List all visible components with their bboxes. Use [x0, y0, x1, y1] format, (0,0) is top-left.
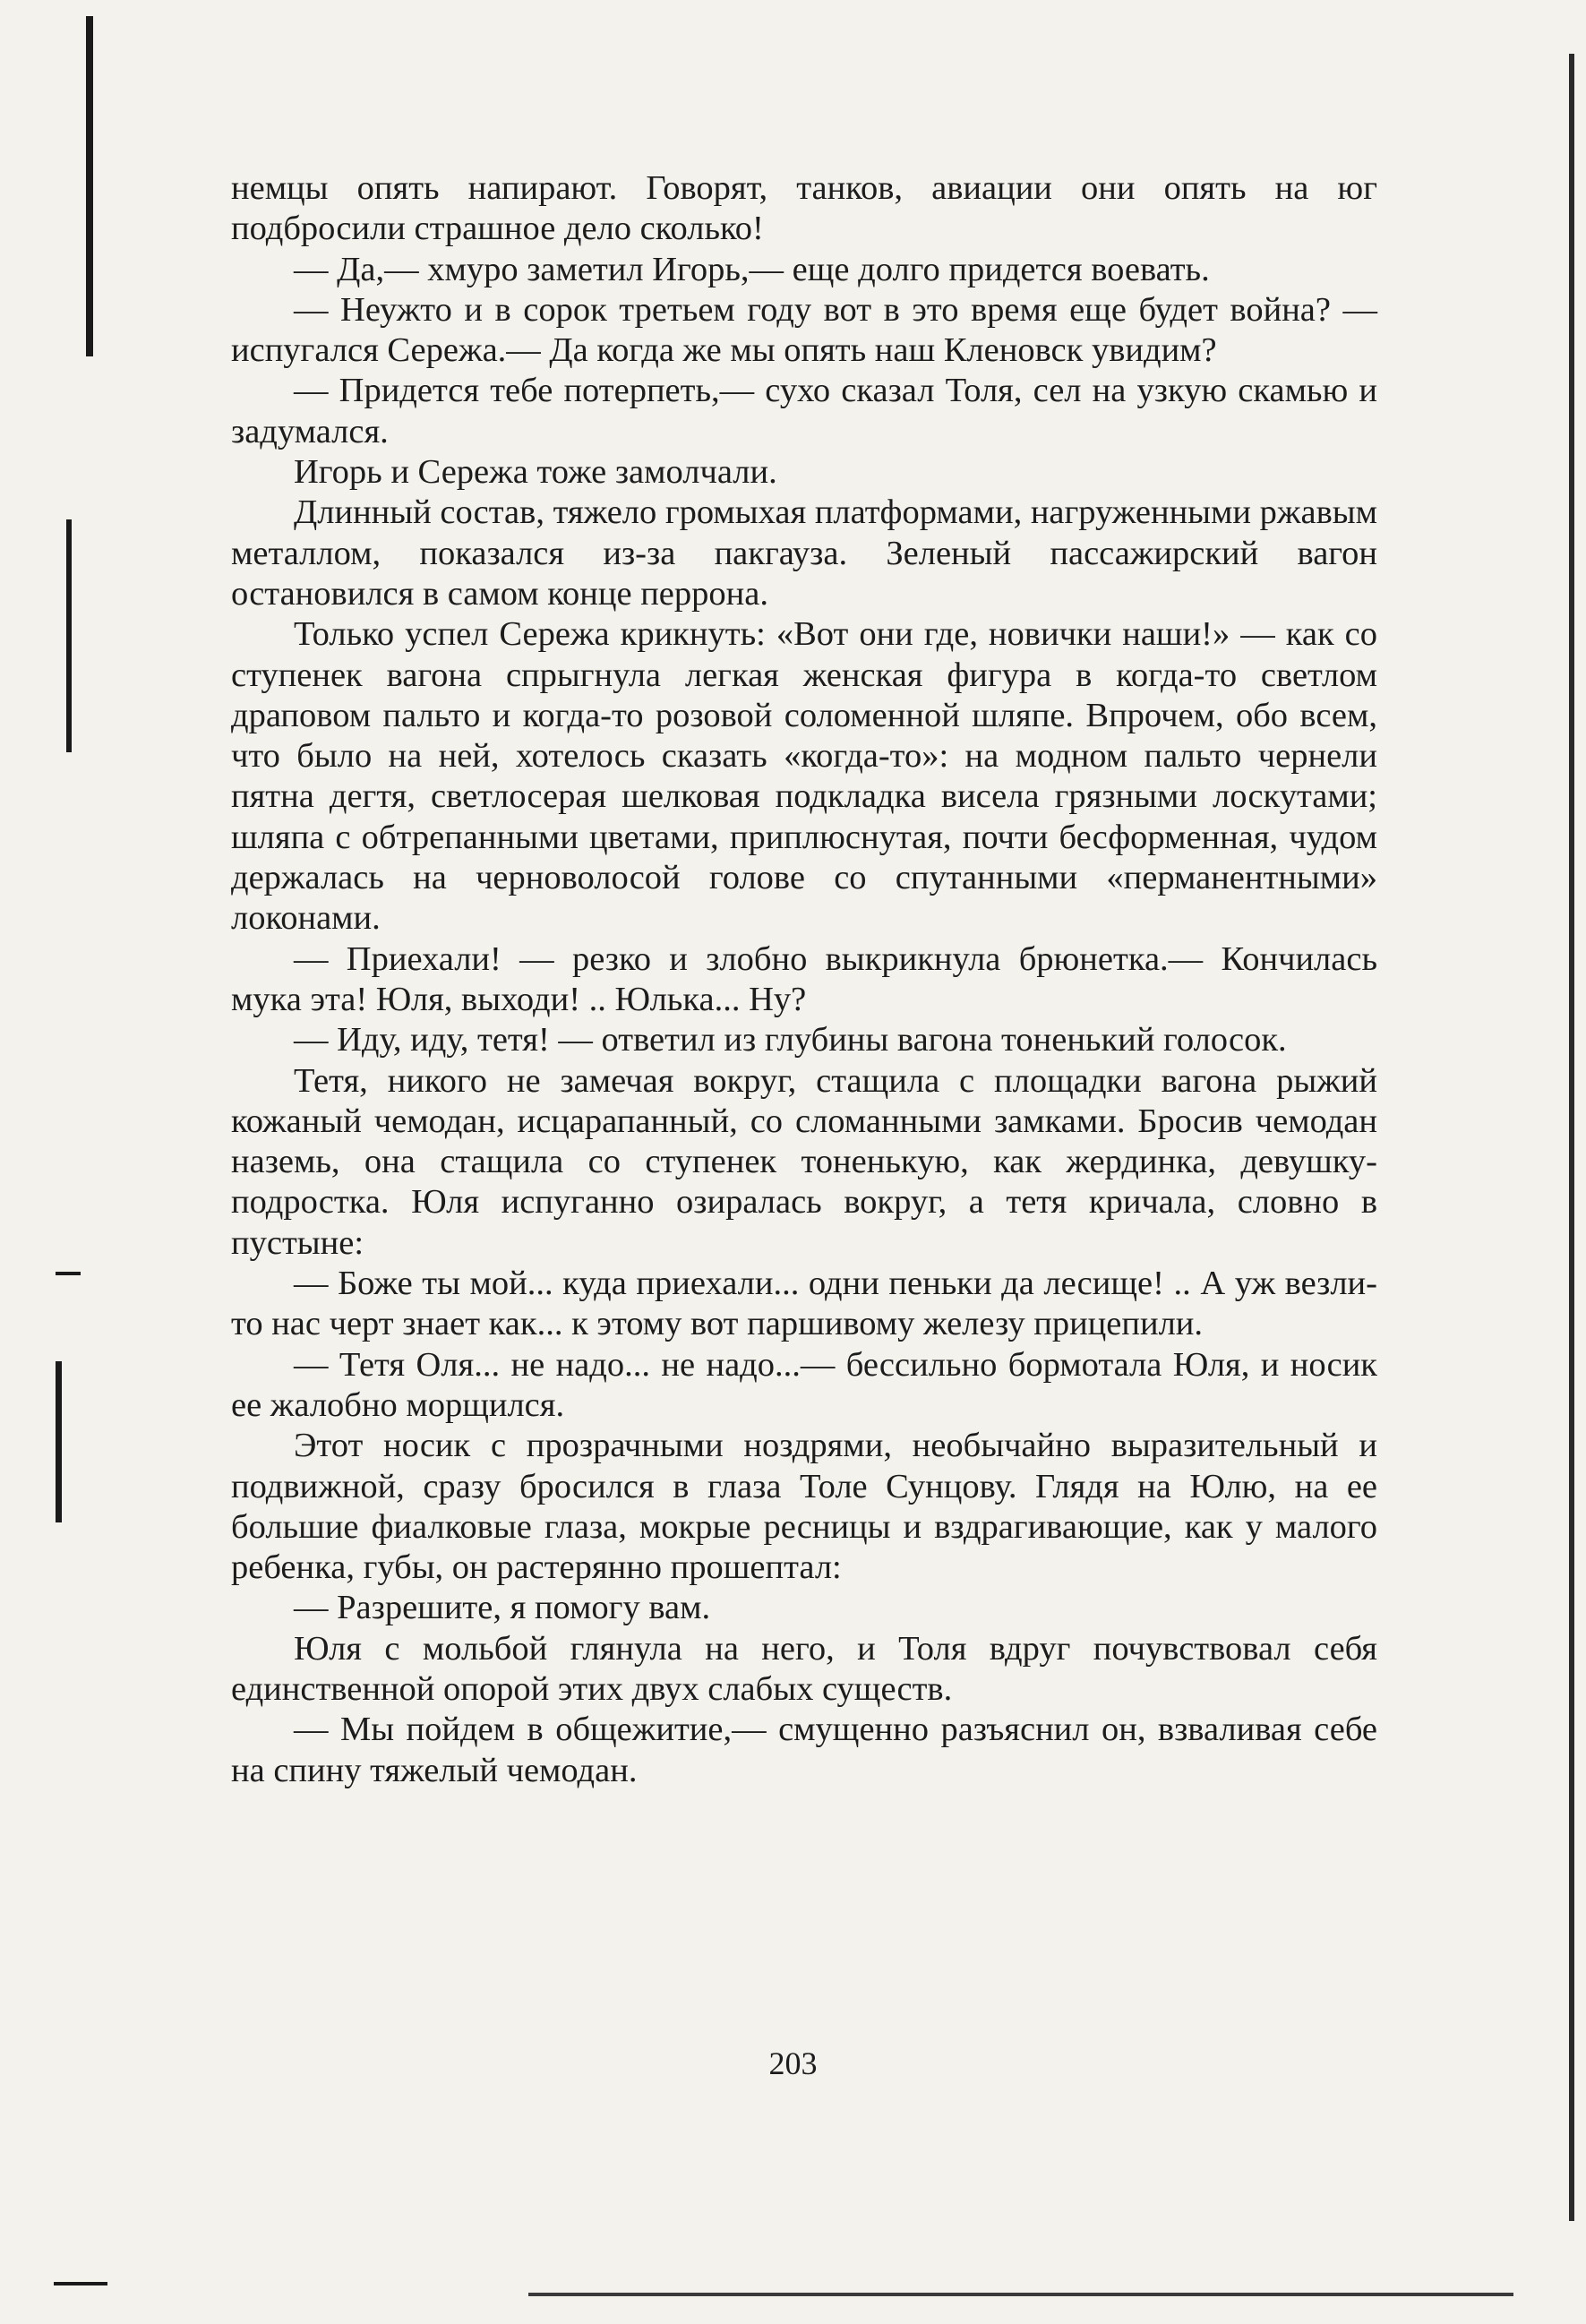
paragraph-1: немцы опять напирают. Говорят, танков, авиации они опять на юг подбросили страшное дело сколько! — [231, 169, 1377, 248]
paragraph-8: — Приехали! — резко и злобно выкрикнула брюнетка.— Кончилась мука эта! Юля, выходи! .. Юлька... Ну? — [231, 939, 1377, 1018]
paragraph-12: — Тетя Оля... не надо... не надо...— бессильно бормотала Юля, и носик ее жалобно морщился. — [231, 1345, 1377, 1424]
scan-edge-mark-bottom — [528, 2293, 1513, 2296]
paragraph-16: — Мы пойдем в общежитие,— смущенно разъяснил он, взваливая себе на спину тяжелый чемодан. — [231, 1711, 1377, 1789]
paragraph-9: — Иду, иду, тетя! — ответил из глубины вагона тоненький голосок. — [294, 1021, 1287, 1059]
paragraph-6: Длинный состав, тяжело громыхая платформами, нагруженными ржавым металлом, показался из-за пакгауза. Зеленый пассажирский вагон остановился в самом конце перрона. — [231, 493, 1377, 613]
paragraph-7: Только успел Сережа крикнуть: «Вот они где, новички наши!» — как со ступенек вагона спрыгнула легкая женская фигура в когда-то светлом драповом пальто и когда-то розовой соломенной шляпе. Впрочем, обо всем, что было на ней, хотелось сказать «когда-то»: на модном пальто чернели пятна дегтя, светлосерая шелковая подкладка висела грязными лоскутами; шляпа с обтрепанными цветами, приплюснутая, почти бесформенная, чудом держалась на черноволосой голове со спутанными «перманентными» локонами. — [231, 615, 1377, 938]
paragraph-14: — Разрешите, я помогу вам. — [294, 1589, 711, 1627]
paragraph-5: Игорь и Сережа тоже замолчали. — [294, 453, 777, 492]
scan-edge-mark-right — [1569, 54, 1574, 2221]
paragraph-3: — Неужто и в сорок третьем году вот в это время еще будет война? — испугался Сережа.— Да когда же мы опять наш Кленовск увидим? — [231, 290, 1377, 370]
scan-edge-mark-left-mid — [66, 519, 72, 752]
paragraph-4: — Придется тебе потерпеть,— сухо сказал Толя, сел на узкую скамью и задумался. — [231, 372, 1377, 450]
scan-edge-mark-left-dash — [56, 1272, 81, 1275]
scan-edge-mark-bottom-left — [54, 2282, 107, 2285]
paragraph-15: Юля с мольбой глянула на него, и Толя вдруг почувствовал себя единственной опорой этих двух слабых существ. — [231, 1629, 1377, 1708]
scan-edge-mark-left-low — [56, 1361, 62, 1522]
page-body — [231, 168, 1377, 1791]
paragraph-10: Тетя, никого не замечая вокруг, стащила с площадки вагона рыжий кожаный чемодан, исцарапанный, со сломанными замками. Бросив чемодан наземь, она стащила со ступенек тоненькую, как жердинка, девушку-подростка. Юля испуганно озиралась вокруг, а тетя кричала, словно в пустыне: — [231, 1061, 1377, 1262]
page-number: 203 — [768, 2045, 818, 2081]
paragraph-2: — Да,— хмуро заметил Игорь,— еще долго придется воевать. — [294, 250, 1210, 288]
paragraph-11: — Боже ты мой... куда приехали... одни пеньки да лесище! .. А уж везли-то нас черт знает как... к этому вот паршивому железу прицепили. — [231, 1265, 1377, 1343]
paragraph-13: Этот носик с прозрачными ноздрями, необычайно выразительный и подвижной, сразу бросился в глаза Толе Сунцову. Глядя на Юлю, на ее большие фиалковые глаза, мокрые ресницы и вздрагивающие, как у малого ребенка, губы, он растерянно прошептал: — [231, 1427, 1377, 1587]
scan-edge-mark-left-top — [86, 16, 93, 356]
